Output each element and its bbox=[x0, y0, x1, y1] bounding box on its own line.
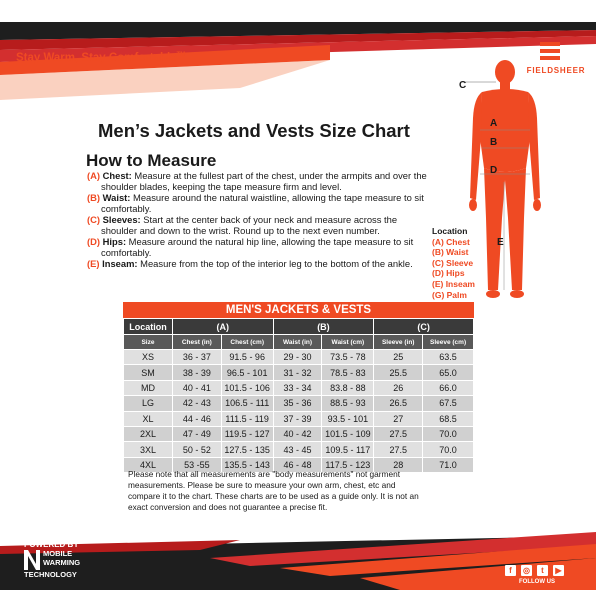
table-cell: 46 - 48 bbox=[273, 457, 322, 472]
table-cell: 43 - 45 bbox=[273, 442, 322, 457]
table-cell: 73.5 - 78 bbox=[322, 350, 374, 365]
table-cell: 28 bbox=[374, 457, 423, 472]
point-label-a: A bbox=[490, 118, 498, 129]
table-cell: 35 - 36 bbox=[273, 396, 322, 411]
table-cell: 36 - 37 bbox=[172, 350, 221, 365]
table-cell: 25.5 bbox=[374, 365, 423, 380]
disclaimer-note: Please note that all measurements are "body measurements" not garment measurements. Please be sure to measure your own arm, chest, etc and compare it to the chart. These charts are to be used as a guide only. It is not an exact conversion and does not guarantee a precise fit. bbox=[128, 469, 419, 512]
column-header: Waist (in) bbox=[273, 335, 322, 350]
table-cell: 42 - 43 bbox=[172, 396, 221, 411]
twitter-icon[interactable]: t bbox=[537, 565, 548, 576]
facebook-icon[interactable]: f bbox=[505, 565, 516, 576]
point-label-d: D bbox=[490, 165, 498, 176]
table-cell: 71.0 bbox=[423, 457, 474, 472]
table-cell: 26.5 bbox=[374, 396, 423, 411]
table-cell: 109.5 - 117 bbox=[322, 442, 374, 457]
point-label-c: C bbox=[459, 80, 467, 91]
table-cell: 33 - 34 bbox=[273, 380, 322, 395]
legend-item: (C) Sleeve bbox=[432, 257, 474, 268]
instruction-chest: (A) Chest: Measure at the fullest part of the chest, under the armpits and over the shoulder blades, keeping the tape measure firm and level. bbox=[87, 170, 427, 192]
table-cell: 127.5 - 135 bbox=[221, 442, 273, 457]
location-header: Location bbox=[124, 319, 173, 335]
table-body bbox=[124, 350, 474, 473]
table-cell: 111.5 - 119 bbox=[221, 411, 273, 426]
legend-item: (A) Chest bbox=[432, 236, 470, 247]
point-label-b: B bbox=[490, 137, 498, 148]
table-cell: 50 - 52 bbox=[172, 442, 221, 457]
size-cell: 4XL bbox=[124, 457, 173, 472]
table-cell: 26 bbox=[374, 380, 423, 395]
table-cell: 70.0 bbox=[423, 426, 474, 441]
youtube-icon[interactable]: ▶ bbox=[553, 565, 564, 576]
table-cell: 65.0 bbox=[423, 365, 474, 380]
instagram-icon[interactable]: ◎ bbox=[521, 565, 532, 576]
table-cell: 25 bbox=[374, 350, 423, 365]
table-cell: 27.5 bbox=[374, 442, 423, 457]
table-cell: 83.8 - 88 bbox=[322, 380, 374, 395]
table-row bbox=[124, 350, 474, 365]
brand-name: FIELDSHEER bbox=[526, 66, 586, 75]
size-cell: SM bbox=[124, 365, 173, 380]
size-cell: XS bbox=[124, 350, 173, 365]
table-cell: 53 -55 bbox=[172, 457, 221, 472]
legend-item: (D) Hips bbox=[432, 268, 465, 279]
group-header-a: (A) bbox=[172, 319, 273, 335]
table-cell: 37 - 39 bbox=[273, 411, 322, 426]
table-cell: 38 - 39 bbox=[172, 365, 221, 380]
table-cell: 47 - 49 bbox=[172, 426, 221, 441]
table-cell: 44 - 46 bbox=[172, 411, 221, 426]
follow-us-label: FOLLOW US bbox=[519, 579, 555, 585]
column-header: Size bbox=[124, 335, 173, 350]
column-header: Sleeve (cm) bbox=[423, 335, 474, 350]
table-cell: 31 - 32 bbox=[273, 365, 322, 380]
instruction-sleeves: (C) Sleeves: Start at the center back of your neck and measure across the shoulder and down to the wrist. Round up to the next even number. bbox=[87, 214, 398, 236]
how-to-heading: How to Measure bbox=[86, 151, 217, 170]
column-header: Chest (cm) bbox=[221, 335, 273, 350]
table-cell: 68.5 bbox=[423, 411, 474, 426]
column-header: Chest (in) bbox=[172, 335, 221, 350]
size-cell: LG bbox=[124, 396, 173, 411]
measure-instructions bbox=[87, 170, 432, 269]
legend-item: (E) Inseam bbox=[432, 278, 475, 289]
instruction-inseam: (E) Inseam: Measure from the top of the interior leg to the bottom of the ankle. bbox=[87, 258, 413, 269]
table-cell: 88.5 - 93 bbox=[322, 396, 374, 411]
table-cell: 40 - 41 bbox=[172, 380, 221, 395]
table-row bbox=[124, 365, 474, 380]
table-row bbox=[124, 426, 474, 441]
column-header: Sleeve (in) bbox=[374, 335, 423, 350]
size-table bbox=[123, 318, 474, 473]
table-cell: 66.0 bbox=[423, 380, 474, 395]
table-cell: 91.5 - 96 bbox=[221, 350, 273, 365]
table-cell: 78.5 - 83 bbox=[322, 365, 374, 380]
legend-item: (G) Palm bbox=[432, 289, 467, 300]
instruction-waist: (B) Waist: Measure around the natural waistline, allowing the tape measure to sit comfortably. bbox=[87, 192, 424, 214]
size-cell: XL bbox=[124, 411, 173, 426]
table-cell: 119.5 - 127 bbox=[221, 426, 273, 441]
mobile-warming-name: MOBILE WARMING bbox=[43, 549, 81, 567]
group-header-b: (B) bbox=[273, 319, 374, 335]
table-row bbox=[124, 442, 474, 457]
size-cell: MD bbox=[124, 380, 173, 395]
table-cell: 93.5 - 101 bbox=[322, 411, 374, 426]
legend-heading: Location bbox=[432, 226, 468, 236]
table-cell: 101.5 - 106 bbox=[221, 380, 273, 395]
size-cell: 3XL bbox=[124, 442, 173, 457]
table-row bbox=[124, 411, 474, 426]
powered-by-label: POWERED BY bbox=[24, 540, 79, 549]
mobile-warming-logo-icon bbox=[24, 550, 40, 570]
table-cell: 63.5 bbox=[423, 350, 474, 365]
technology-label: TECHNOLOGY bbox=[24, 570, 77, 579]
group-header-c: (C) bbox=[374, 319, 474, 335]
table-cell: 106.5 - 111 bbox=[221, 396, 273, 411]
size-cell: 2XL bbox=[124, 426, 173, 441]
table-cell: 96.5 - 101 bbox=[221, 365, 273, 380]
table-row bbox=[124, 396, 474, 411]
point-label-e: E bbox=[497, 237, 504, 248]
column-header: Waist (cm) bbox=[322, 335, 374, 350]
footer-banner bbox=[0, 518, 596, 590]
table-cell: 29 - 30 bbox=[273, 350, 322, 365]
table-cell: 117.5 - 123 bbox=[322, 457, 374, 472]
table-cell: 27.5 bbox=[374, 426, 423, 441]
table-cell: 67.5 bbox=[423, 396, 474, 411]
table-row bbox=[124, 380, 474, 395]
table-cell: 70.0 bbox=[423, 442, 474, 457]
legend-item: (B) Waist bbox=[432, 247, 469, 258]
table-cell: 135.5 - 143 bbox=[221, 457, 273, 472]
table-cell: 40 - 42 bbox=[273, 426, 322, 441]
page-title: Men’s Jackets and Vests Size Chart bbox=[98, 120, 410, 141]
location-legend bbox=[432, 226, 475, 300]
tagline: Stay Warm, Stay Comfortable™ bbox=[16, 52, 186, 64]
table-title: MEN'S JACKETS & VESTS bbox=[123, 302, 474, 318]
instruction-hips: (D) Hips: Measure around the natural hip line, allowing the tape measure to sit comfortably. bbox=[87, 236, 414, 258]
table-cell: 27 bbox=[374, 411, 423, 426]
table-cell: 101.5 - 109 bbox=[322, 426, 374, 441]
